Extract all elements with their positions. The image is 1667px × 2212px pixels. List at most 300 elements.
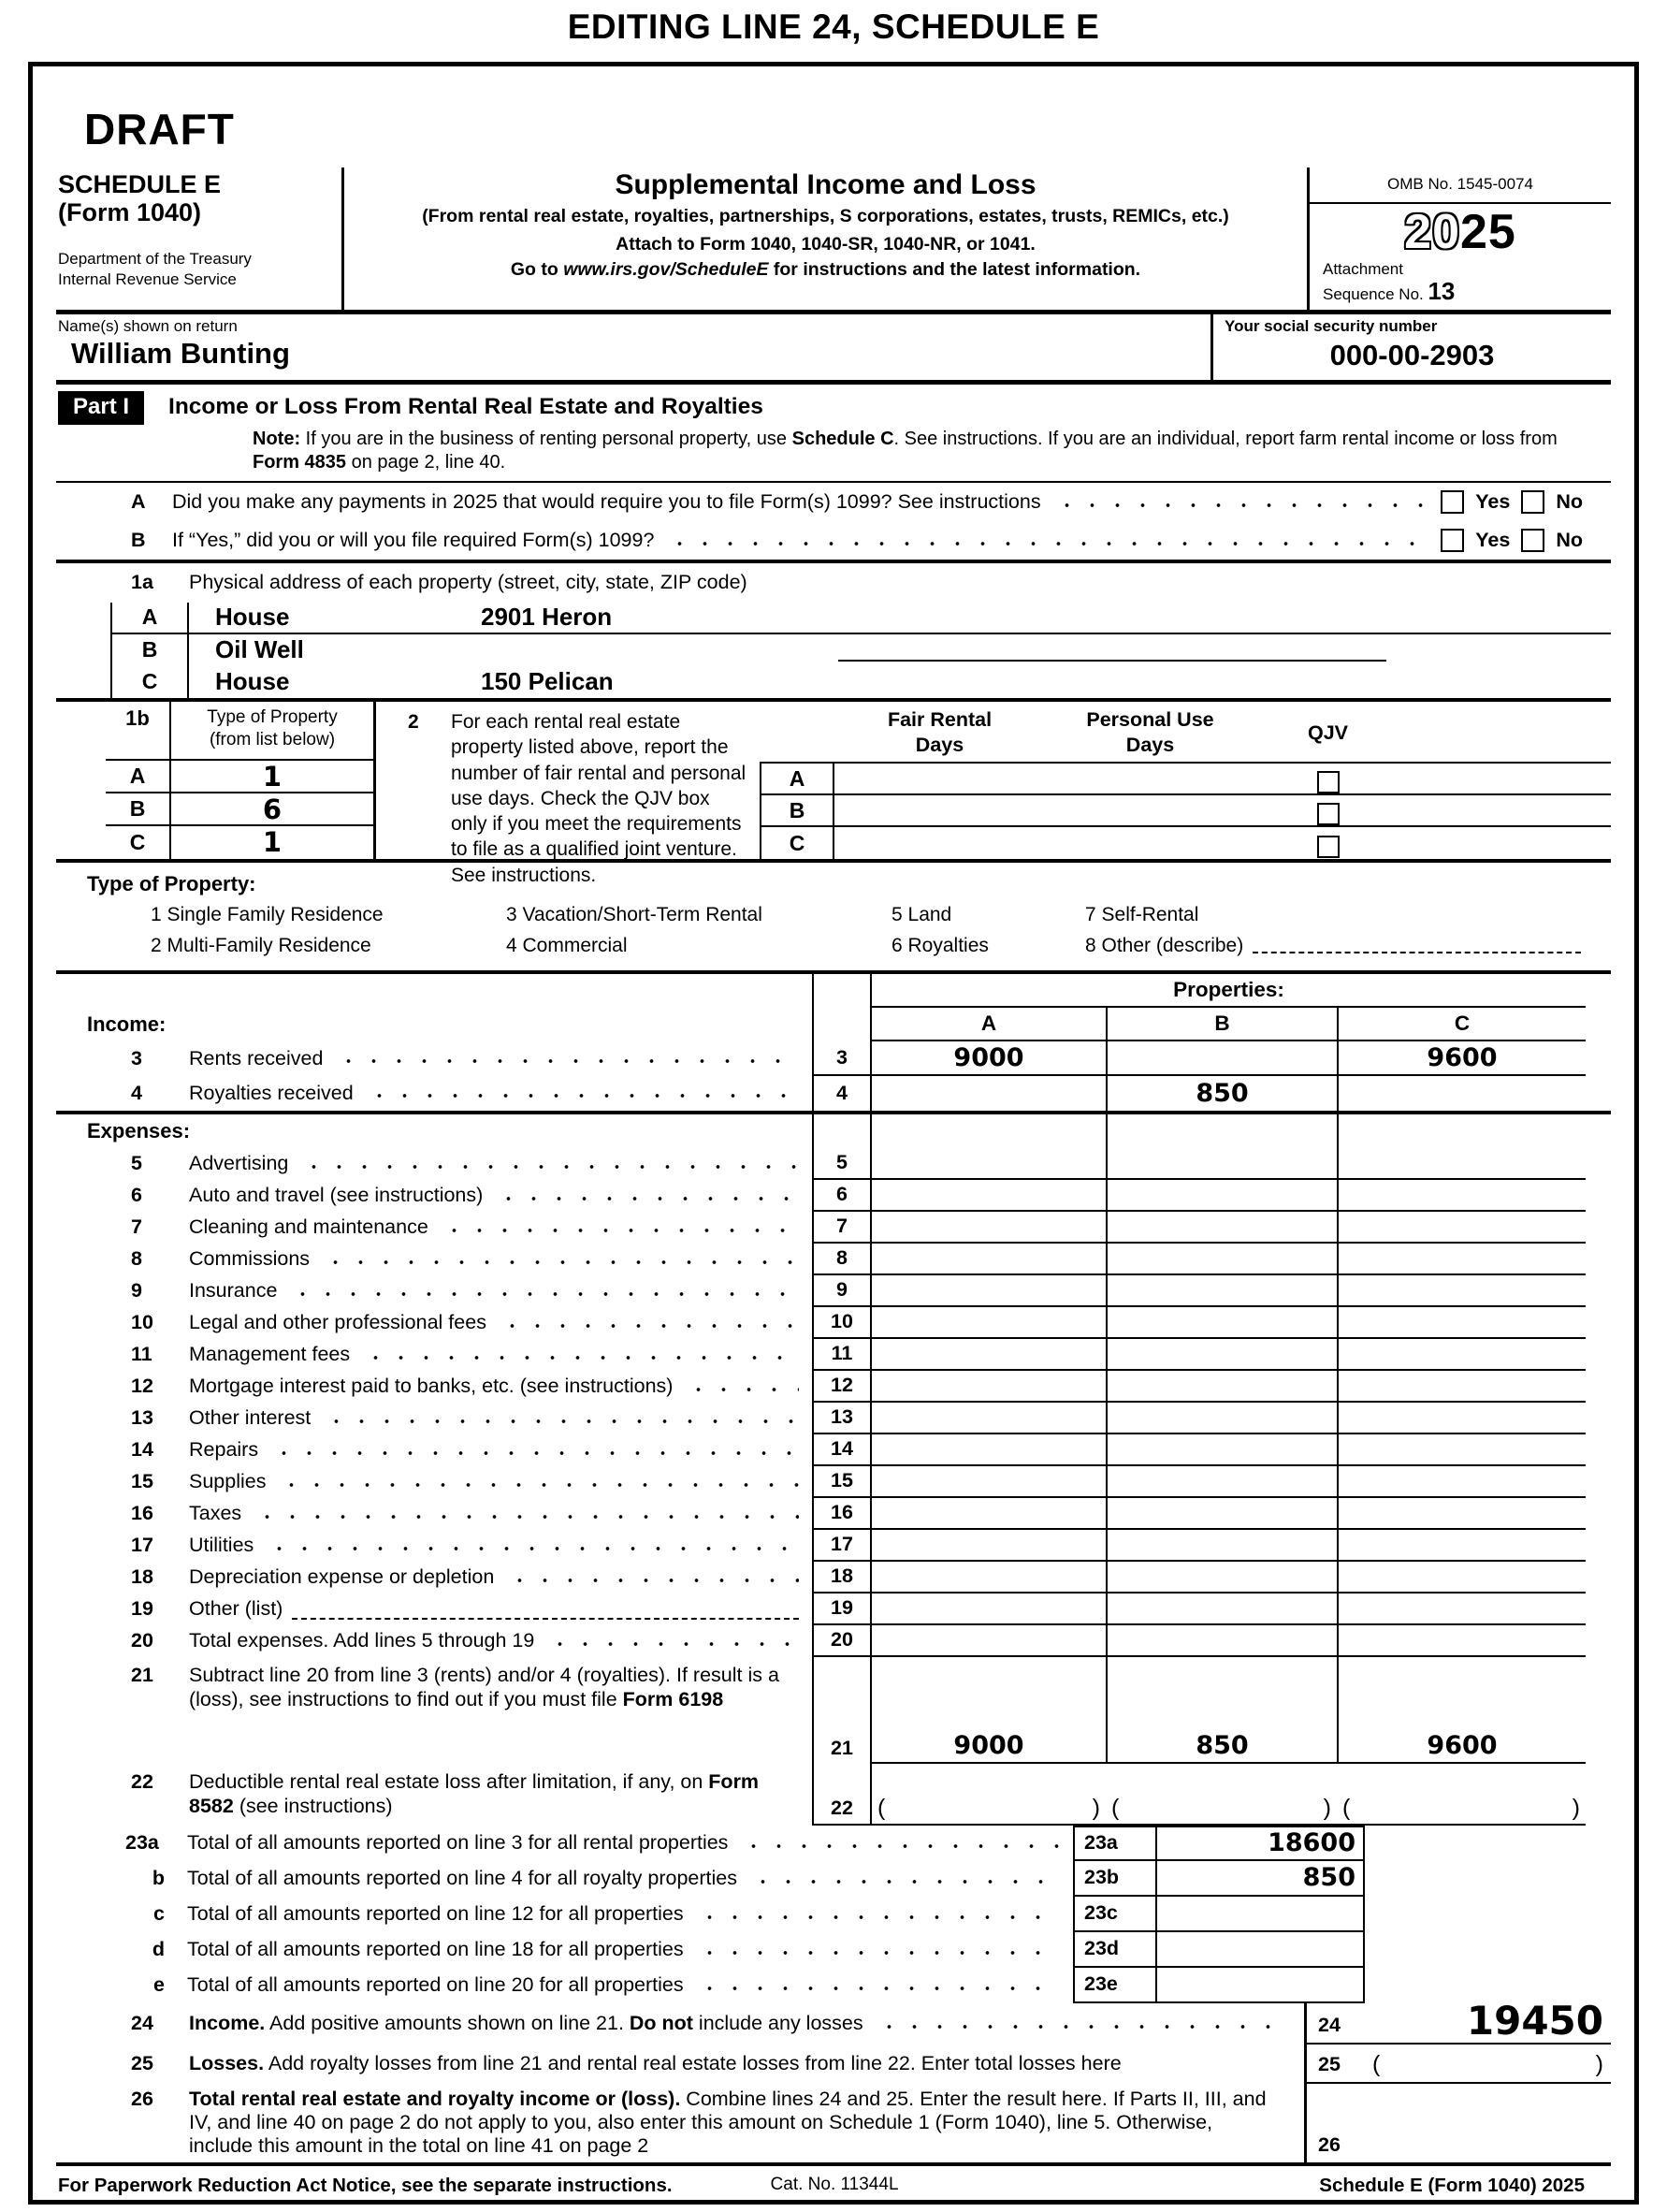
line-5-number: 5 bbox=[131, 1152, 142, 1175]
line-5-row bbox=[56, 1148, 1611, 1180]
dot-leader bbox=[442, 1227, 799, 1234]
line-1b-section bbox=[56, 698, 1611, 886]
type-row-c-letter: C bbox=[106, 826, 171, 859]
line-19-value-c[interactable] bbox=[1337, 1594, 1586, 1625]
other-list-blank-line[interactable] bbox=[292, 1618, 799, 1620]
department-line1: Department of the Treasury bbox=[58, 250, 252, 269]
line-23d-number-box: 23d bbox=[1075, 1932, 1157, 1966]
income-section-label: Income: bbox=[87, 1011, 167, 1036]
paperwork-notice: For Paperwork Reduction Act Notice, see the separate instructions. bbox=[58, 2174, 673, 2196]
line-4-value-c[interactable] bbox=[1337, 1076, 1586, 1111]
line-7-value-a[interactable] bbox=[872, 1212, 1106, 1244]
property-a-type-field[interactable]: House bbox=[215, 603, 290, 632]
property-a-letter: A bbox=[110, 603, 189, 633]
personal-use-days-a-field[interactable] bbox=[1045, 764, 1255, 793]
legend-item-5: 5 Land bbox=[891, 903, 952, 925]
line-16-value-c[interactable] bbox=[1337, 1498, 1586, 1530]
line-23e-label: Total of all amounts reported on line 20 for all properties bbox=[187, 1973, 684, 1997]
line-11-row bbox=[56, 1339, 1611, 1371]
line-6-number: 6 bbox=[131, 1184, 142, 1207]
line-16-value-b[interactable] bbox=[1106, 1498, 1337, 1530]
line-6-value-a[interactable] bbox=[872, 1180, 1106, 1212]
paren-open: ( bbox=[1372, 2050, 1381, 2077]
question-b-no-checkbox[interactable] bbox=[1521, 529, 1544, 552]
line-9-value-a[interactable] bbox=[872, 1275, 1106, 1307]
paren-open: ( bbox=[1342, 1794, 1351, 1821]
line-10-value-b[interactable] bbox=[1106, 1307, 1337, 1339]
line-23a-label: Total of all amounts reported on line 3 for all rental properties bbox=[187, 1831, 729, 1855]
line-14-number: 14 bbox=[131, 1438, 153, 1462]
ssn-field[interactable]: 000-00-2903 bbox=[1329, 339, 1495, 372]
personal-use-line2: Days bbox=[1125, 733, 1175, 756]
line-4-label: Royalties received bbox=[189, 1081, 354, 1104]
line-23d-row bbox=[56, 1932, 1611, 1968]
line-12-number: 12 bbox=[131, 1375, 153, 1398]
line-20-number-box: 20 bbox=[812, 1625, 872, 1657]
line-23c-box bbox=[1073, 1897, 1365, 1932]
line-11-value-b[interactable] bbox=[1106, 1339, 1337, 1371]
paren-close: ) bbox=[1092, 1794, 1100, 1821]
line-5-number-box: 5 bbox=[812, 1148, 872, 1180]
line-23b-value[interactable]: 850 bbox=[1157, 1861, 1365, 1895]
fair-rental-days-a-field[interactable] bbox=[834, 764, 1045, 793]
line-9-number: 9 bbox=[131, 1279, 142, 1302]
dot-leader bbox=[1054, 502, 1428, 509]
legend-item-7: 7 Self-Rental bbox=[1085, 903, 1199, 925]
paren-open: ( bbox=[1111, 1794, 1120, 1821]
personal-use-days-c-field[interactable] bbox=[1045, 827, 1255, 859]
column-a-header: A bbox=[872, 1008, 1106, 1041]
dot-leader bbox=[500, 1322, 799, 1330]
line-10-row bbox=[56, 1307, 1611, 1339]
type-row-a-letter: A bbox=[106, 761, 171, 792]
line-number-column bbox=[812, 974, 872, 1008]
line-10-value-c[interactable] bbox=[1337, 1307, 1586, 1339]
line-22-value-c[interactable] bbox=[1337, 1764, 1586, 1826]
legend-title: Type of Property: bbox=[87, 871, 256, 895]
line-18-value-b[interactable] bbox=[1106, 1562, 1337, 1594]
form-id-block bbox=[56, 167, 344, 310]
attach-instruction: Attach to Form 1040, 1040-SR, 1040-NR, or 1041. bbox=[616, 234, 1036, 255]
type-row-c-value[interactable]: 1 bbox=[262, 825, 283, 858]
part1-title: Income or Loss From Rental Real Estate and Royalties bbox=[168, 394, 763, 420]
line-23e-number-box: 23e bbox=[1075, 1968, 1157, 2001]
type-row-a bbox=[106, 761, 373, 793]
question-b-yes-label: Yes bbox=[1475, 529, 1511, 552]
line-6-value-c[interactable] bbox=[1337, 1180, 1586, 1212]
schedule-name: SCHEDULE E bbox=[58, 170, 222, 198]
line-24-value[interactable]: 19450 bbox=[1466, 1997, 1603, 2044]
line-8-number: 8 bbox=[131, 1247, 142, 1271]
line-9-value-b[interactable] bbox=[1106, 1275, 1337, 1307]
line-26-number-box: 26 bbox=[1318, 2132, 1341, 2156]
note-bold-2: Schedule C bbox=[791, 429, 894, 450]
expenses-spacer-b bbox=[1106, 1114, 1337, 1148]
line-20-row bbox=[56, 1625, 1611, 1657]
qjv-checkbox-b[interactable] bbox=[1317, 803, 1340, 825]
dot-leader bbox=[697, 1949, 1060, 1957]
dot-leader bbox=[290, 1290, 799, 1298]
qjv-checkbox-a[interactable] bbox=[1317, 771, 1340, 793]
irs-url: www.irs.gov/ScheduleE bbox=[563, 259, 769, 280]
line-6-row bbox=[56, 1180, 1611, 1212]
line-21-value-b[interactable]: 850 bbox=[1106, 1657, 1337, 1764]
line-23a-row bbox=[56, 1826, 1611, 1861]
line-20-value-c[interactable] bbox=[1337, 1625, 1586, 1657]
legend-item-3: 3 Vacation/Short-Term Rental bbox=[506, 903, 762, 925]
properties-header-row bbox=[56, 974, 1611, 1008]
line-23c-row bbox=[56, 1897, 1611, 1932]
line-22-row bbox=[56, 1764, 1611, 1826]
line-number-column bbox=[812, 1008, 872, 1041]
line-1a-header bbox=[56, 563, 1611, 603]
line-25-value[interactable] bbox=[1367, 2051, 1611, 2082]
line-25-number: 25 bbox=[131, 2052, 153, 2075]
line-26-desc bbox=[56, 2084, 1304, 2162]
line-15-value-a[interactable] bbox=[872, 1466, 1106, 1498]
dot-leader bbox=[254, 1513, 799, 1521]
property-b-row bbox=[110, 634, 1611, 666]
dot-leader bbox=[267, 1545, 799, 1552]
legend-item-4: 4 Commercial bbox=[506, 934, 628, 956]
type-table-header bbox=[106, 702, 373, 761]
line-16-row bbox=[56, 1498, 1611, 1530]
line-12-value-a[interactable] bbox=[872, 1371, 1106, 1403]
line-3-desc bbox=[56, 1041, 812, 1076]
line-22-value-a[interactable] bbox=[872, 1764, 1106, 1826]
days-row-b-letter: B bbox=[760, 795, 834, 825]
line-15-row bbox=[56, 1466, 1611, 1498]
type-row-a-value[interactable]: 1 bbox=[262, 760, 283, 793]
type-row-b-letter: B bbox=[106, 793, 171, 824]
line-24-label bbox=[189, 2012, 863, 2035]
line-3-label: Rents received bbox=[189, 1046, 324, 1070]
line-15-label: Supplies bbox=[189, 1470, 267, 1493]
line-21-row bbox=[56, 1657, 1611, 1764]
line-19-value-b[interactable] bbox=[1106, 1594, 1337, 1625]
line-21-value-a[interactable]: 9000 bbox=[872, 1657, 1106, 1764]
attachment-sequence bbox=[1310, 257, 1611, 310]
line-22-label bbox=[189, 1769, 784, 1826]
note-text-2: . See instructions. If you are an individual, report farm rental income or loss from bbox=[893, 429, 1558, 450]
line-7-value-c[interactable] bbox=[1337, 1212, 1586, 1244]
goto-prefix: Go to bbox=[510, 259, 564, 280]
line-10-label: Legal and other professional fees bbox=[189, 1311, 486, 1334]
question-b-yes-checkbox[interactable] bbox=[1441, 529, 1464, 552]
line-18-row bbox=[56, 1562, 1611, 1594]
line-12-value-b[interactable] bbox=[1106, 1371, 1337, 1403]
line-21-label bbox=[189, 1663, 784, 1764]
line-17-value-a[interactable] bbox=[872, 1530, 1106, 1562]
days-row-c-letter: C bbox=[760, 827, 834, 859]
line-13-value-a[interactable] bbox=[872, 1403, 1106, 1434]
other-describe-blank-line[interactable] bbox=[1253, 952, 1581, 953]
line-21-value-c[interactable]: 9600 bbox=[1337, 1657, 1586, 1764]
qjv-cell-b bbox=[1255, 795, 1400, 825]
line-5-value-c[interactable] bbox=[1337, 1148, 1586, 1180]
line-22-number-box: 22 bbox=[812, 1764, 872, 1826]
line-13-value-c[interactable] bbox=[1337, 1403, 1586, 1434]
line-6-label: Auto and travel (see instructions) bbox=[189, 1184, 484, 1207]
line-16-number-box: 16 bbox=[812, 1498, 872, 1530]
question-a-no-label: No bbox=[1556, 490, 1583, 514]
line-7-label: Cleaning and maintenance bbox=[189, 1215, 428, 1239]
line-24-row bbox=[56, 1997, 1611, 2045]
line-23d-left-number: d bbox=[152, 1938, 165, 1961]
line-5-value-b[interactable] bbox=[1106, 1148, 1337, 1180]
name-field[interactable]: William Bunting bbox=[71, 337, 290, 371]
year-bold: 25 bbox=[1460, 205, 1516, 259]
fair-rental-line2: Days bbox=[915, 733, 964, 756]
taxpayer-row bbox=[56, 314, 1611, 385]
line-12-number-box: 12 bbox=[812, 1371, 872, 1403]
dot-leader bbox=[336, 1057, 799, 1065]
catalog-number: Cat. No. 11344L bbox=[770, 2174, 899, 2194]
personal-use-days-b-field[interactable] bbox=[1045, 795, 1255, 825]
properties-label: Properties: bbox=[872, 974, 1586, 1008]
line-3-value-b[interactable] bbox=[1106, 1041, 1337, 1076]
department-line2: Internal Revenue Service bbox=[58, 269, 237, 288]
line-21-desc bbox=[56, 1657, 812, 1764]
line-15-number: 15 bbox=[131, 1470, 153, 1493]
paren-close: ) bbox=[1323, 1794, 1331, 1821]
personal-use-line1: Personal Use bbox=[1086, 707, 1214, 731]
line-1a-number: 1a bbox=[131, 571, 153, 594]
form-footer bbox=[56, 2162, 1611, 2197]
type-header-line1: Type of Property bbox=[207, 706, 338, 727]
expenses-section-label: Expenses: bbox=[87, 1118, 191, 1142]
name-block bbox=[56, 314, 1210, 380]
line-24-bold-1: Income. bbox=[189, 2012, 266, 2035]
question-a-answers bbox=[1441, 490, 1583, 514]
line-11-number: 11 bbox=[131, 1343, 152, 1366]
note-text-3: on page 2, line 40. bbox=[346, 451, 506, 473]
property-c-letter: C bbox=[110, 666, 189, 698]
line-11-value-c[interactable] bbox=[1337, 1339, 1586, 1371]
line-9-row bbox=[56, 1275, 1611, 1307]
line-18-number-box: 18 bbox=[812, 1562, 872, 1594]
dot-leader bbox=[496, 1195, 799, 1202]
line-20-value-b[interactable] bbox=[1106, 1625, 1337, 1657]
ssn-label: Your social security number bbox=[1225, 317, 1438, 336]
line-24-bold-2: Do not bbox=[629, 2012, 693, 2035]
dot-leader bbox=[271, 1449, 799, 1457]
line-16-value-a[interactable] bbox=[872, 1498, 1106, 1530]
line-18-value-a[interactable] bbox=[872, 1562, 1106, 1594]
line-23b-left-number: b bbox=[152, 1867, 165, 1890]
sequence-label: Sequence No. bbox=[1323, 285, 1428, 304]
line-15-value-b[interactable] bbox=[1106, 1466, 1337, 1498]
ssn-block bbox=[1210, 314, 1611, 380]
line-25-desc bbox=[56, 2045, 1304, 2084]
line-22-value-b[interactable] bbox=[1106, 1764, 1337, 1826]
column-c-header: C bbox=[1337, 1008, 1586, 1041]
line-18-label: Depreciation expense or depletion bbox=[189, 1565, 495, 1589]
line-22-text-1: Deductible rental real estate loss after limitation, if any, on bbox=[189, 1769, 709, 1793]
property-c-address-field[interactable] bbox=[481, 667, 1611, 696]
line-8-value-c[interactable] bbox=[1337, 1244, 1586, 1275]
property-a-address-field[interactable] bbox=[481, 603, 1611, 632]
type-header-line2: (from list below) bbox=[209, 729, 336, 749]
line-12-row bbox=[56, 1371, 1611, 1403]
line-8-number-box: 8 bbox=[812, 1244, 872, 1275]
qjv-header: QJV bbox=[1307, 720, 1349, 744]
column-b-header: B bbox=[1106, 1008, 1337, 1041]
type-of-property-table bbox=[106, 702, 376, 859]
dot-leader bbox=[279, 1481, 799, 1489]
line-8-value-a[interactable] bbox=[872, 1244, 1106, 1275]
line-21-text: Subtract line 20 from line 3 (rents) and/or 4 (royalties). If result is a (loss), see instructions to find out if you must file bbox=[189, 1663, 779, 1710]
line-20-value-a[interactable] bbox=[872, 1625, 1106, 1657]
fair-rental-days-c-field[interactable] bbox=[834, 827, 1045, 859]
line-3-value-a[interactable]: 9000 bbox=[872, 1041, 1106, 1076]
question-a-letter: A bbox=[131, 490, 146, 514]
property-b-type-field[interactable]: Oil Well bbox=[215, 635, 304, 664]
line-14-value-c[interactable] bbox=[1337, 1434, 1586, 1466]
question-b-row bbox=[56, 522, 1611, 560]
line-8-row bbox=[56, 1244, 1611, 1275]
sequence-number: 13 bbox=[1428, 277, 1456, 306]
line-14-value-b[interactable] bbox=[1106, 1434, 1337, 1466]
line-23b-label: Total of all amounts reported on line 4 for all royalty properties bbox=[187, 1867, 737, 1890]
question-b-letter: B bbox=[131, 529, 146, 552]
line-13-value-b[interactable] bbox=[1106, 1403, 1337, 1434]
line-6-value-b[interactable] bbox=[1106, 1180, 1337, 1212]
dot-leader bbox=[301, 1163, 799, 1171]
form-number: (Form 1040) bbox=[58, 197, 202, 226]
line-22-number: 22 bbox=[131, 1769, 153, 1793]
line-12-value-c[interactable] bbox=[1337, 1371, 1586, 1403]
personal-use-days-header bbox=[1045, 707, 1255, 762]
property-c-type-field[interactable]: House bbox=[215, 667, 290, 696]
qjv-checkbox-c[interactable] bbox=[1317, 836, 1340, 858]
fair-rental-days-header bbox=[834, 707, 1045, 762]
line-21-number-box: 21 bbox=[812, 1657, 872, 1764]
line-14-value-a[interactable] bbox=[872, 1434, 1106, 1466]
dot-leader bbox=[750, 1878, 1060, 1885]
line-26-number: 26 bbox=[131, 2087, 153, 2110]
property-a-address-text: 2901 Heron bbox=[481, 603, 613, 632]
line-23c-number-box: 23c bbox=[1075, 1897, 1157, 1930]
line-1a-label: Physical address of each property (street, city, state, ZIP code) bbox=[189, 571, 747, 594]
line-15-value-c[interactable] bbox=[1337, 1466, 1586, 1498]
properties-header-spacer bbox=[56, 974, 812, 1008]
question-a-yes-label: Yes bbox=[1475, 490, 1511, 514]
type-row-c bbox=[106, 826, 373, 859]
property-b-letter: B bbox=[110, 634, 189, 666]
rental-days-header-spacer bbox=[760, 707, 834, 762]
property-b-address-field[interactable] bbox=[481, 637, 1611, 663]
line-26-bold: Total rental real estate and royalty income or (loss). bbox=[189, 2087, 681, 2110]
dot-leader bbox=[363, 1354, 799, 1361]
line-10-number-box: 10 bbox=[812, 1307, 872, 1339]
line-18-value-c[interactable] bbox=[1337, 1562, 1586, 1594]
line-9-number-box: 9 bbox=[812, 1275, 872, 1307]
line-17-number: 17 bbox=[131, 1534, 153, 1557]
type-row-b-value[interactable]: 6 bbox=[262, 793, 283, 825]
dot-leader bbox=[667, 540, 1428, 547]
line-19-value-a[interactable] bbox=[872, 1594, 1106, 1625]
line-17-value-b[interactable] bbox=[1106, 1530, 1337, 1562]
property-c-row bbox=[110, 666, 1611, 698]
line-4-value-b[interactable]: 850 bbox=[1106, 1076, 1337, 1111]
dot-leader bbox=[877, 2023, 1291, 2030]
line-4-number-box: 4 bbox=[812, 1076, 872, 1111]
line-23d-value[interactable] bbox=[1157, 1932, 1365, 1966]
line-25-text: Add royalty losses from line 21 and rental real estate losses from line 22. Enter total losses here bbox=[264, 2052, 1122, 2075]
line-10-number: 10 bbox=[131, 1311, 153, 1334]
form-header bbox=[56, 167, 1611, 314]
goto-suffix: for instructions and the latest information. bbox=[768, 259, 1141, 280]
line-23e-row bbox=[56, 1968, 1611, 2003]
line-16-number: 16 bbox=[131, 1502, 153, 1525]
line-7-number: 7 bbox=[131, 1215, 142, 1239]
note-bold-1: Note: bbox=[253, 429, 301, 450]
line-11-label: Management fees bbox=[189, 1343, 351, 1366]
omb-block bbox=[1310, 167, 1611, 310]
line-26-text: Combine lines 24 and 25. Enter the result here. If Parts II, III, and IV, and line 40 on page 2 do not apply to you, also enter this amount on Schedule 1 (Form 1040), line 5. Otherwise, include this amount in the total on line 41 on page 2 bbox=[189, 2087, 1267, 2157]
line-11-value-a[interactable] bbox=[872, 1339, 1106, 1371]
days-row-c bbox=[760, 827, 1611, 859]
line-23e-value[interactable] bbox=[1157, 1968, 1365, 2001]
line-9-value-c[interactable] bbox=[1337, 1275, 1586, 1307]
type-table-header-text bbox=[171, 702, 373, 759]
line-10-value-a[interactable] bbox=[872, 1307, 1106, 1339]
line-22-desc bbox=[56, 1764, 812, 1826]
question-a-row bbox=[56, 483, 1611, 522]
line-11-number-box: 11 bbox=[812, 1339, 872, 1371]
line-23a-value[interactable]: 18600 bbox=[1157, 1827, 1365, 1859]
line-19-row bbox=[56, 1594, 1611, 1625]
paren-close: ) bbox=[1595, 2050, 1603, 2077]
fair-rental-days-b-field[interactable] bbox=[834, 795, 1045, 825]
question-a-no-checkbox[interactable] bbox=[1521, 490, 1544, 514]
question-a-yes-checkbox[interactable] bbox=[1441, 490, 1464, 514]
line-13-number: 13 bbox=[131, 1406, 153, 1430]
line-23c-left-number: c bbox=[153, 1902, 165, 1926]
line-24-box bbox=[1304, 1997, 1611, 2045]
dot-leader bbox=[741, 1842, 1060, 1850]
line-4-value-a[interactable] bbox=[872, 1076, 1106, 1111]
line-25-number-box: 25 bbox=[1318, 2052, 1341, 2075]
line-17-value-c[interactable] bbox=[1337, 1530, 1586, 1562]
part1-header bbox=[56, 385, 1611, 425]
line-3-value-c[interactable]: 9600 bbox=[1337, 1041, 1586, 1076]
part1-badge: Part I bbox=[58, 391, 144, 425]
line-15-number-box: 15 bbox=[812, 1466, 872, 1498]
line-24-number-box: 24 bbox=[1318, 2013, 1341, 2036]
line-7-number-box: 7 bbox=[812, 1212, 872, 1244]
line-23c-value[interactable] bbox=[1157, 1897, 1365, 1930]
rental-days-table bbox=[760, 702, 1611, 859]
line-23d-box bbox=[1073, 1932, 1365, 1968]
page-title: EDITING LINE 24, SCHEDULE E bbox=[567, 7, 1100, 46]
line-8-value-b[interactable] bbox=[1106, 1244, 1337, 1275]
line-19-number: 19 bbox=[131, 1597, 153, 1621]
line-5-value-a[interactable] bbox=[872, 1148, 1106, 1180]
line-23b-number-box: 23b bbox=[1075, 1861, 1157, 1895]
rental-days-header bbox=[760, 702, 1611, 764]
column-header-row bbox=[56, 1008, 1611, 1041]
form-subtitle: (From rental real estate, royalties, partnerships, S corporations, estates, trusts, REMICs, etc.) bbox=[422, 206, 1229, 226]
line-17-label: Utilities bbox=[189, 1534, 254, 1557]
line-23a-number-box: 23a bbox=[1075, 1827, 1157, 1859]
dot-leader bbox=[697, 1914, 1060, 1921]
line-24-desc bbox=[56, 2003, 1304, 2045]
line-7-value-b[interactable] bbox=[1106, 1212, 1337, 1244]
line-17-row bbox=[56, 1530, 1611, 1562]
line-7-row bbox=[56, 1212, 1611, 1244]
